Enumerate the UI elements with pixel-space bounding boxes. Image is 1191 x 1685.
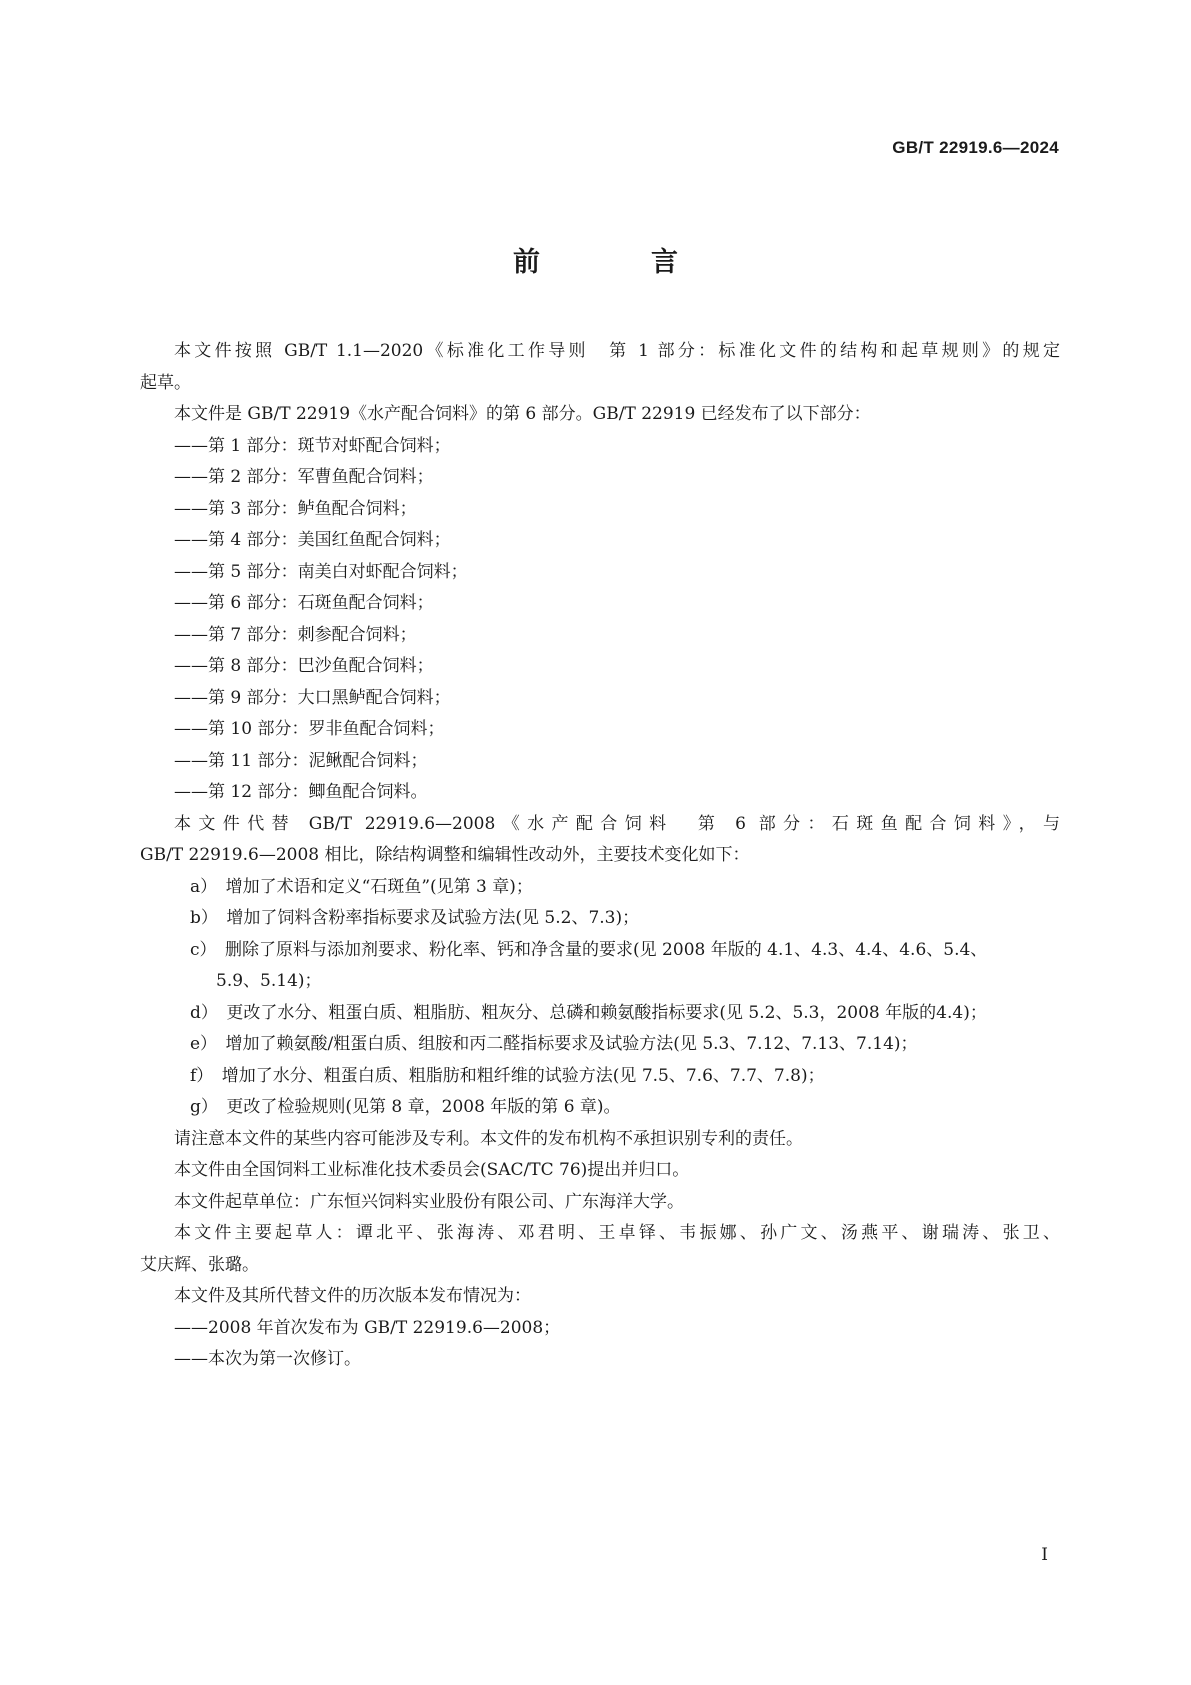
paragraph-line: 本文件主要起草人：谭北平、张海涛、邓君明、王卓铎、韦振娜、孙广文、汤燕平、谢瑞涛、张卫、 — [174, 1223, 1060, 1243]
foreword-body — [140, 336, 1060, 1376]
change-item: e） 增加了赖氨酸/粗蛋白质、组胺和丙二醛指标要求及试验方法(见 5.3、7.12、7.13、7.14)； — [190, 1034, 918, 1054]
list-item: ——第 3 部分：鲈鱼配合饲料； — [174, 498, 417, 519]
paragraph-line: 本文件由全国饲料工业标准化技术委员会(SAC/TC 76)提出并归口。 — [174, 1160, 690, 1180]
change-item: g） 更改了检验规则(见第 8 章，2008 年版的第 6 章)。 — [190, 1097, 621, 1117]
page-title: 前 言 — [513, 247, 720, 278]
change-item: d） 更改了水分、粗蛋白质、粗脂肪、粗灰分、总磷和赖氨酸指标要求(见 5.2、5.3，2008 年版的4.4)； — [190, 1002, 987, 1023]
paragraph-line: 本文件及其所代替文件的历次版本发布情况为： — [174, 1286, 531, 1306]
paragraph-line: 艾庆辉、张璐。 — [140, 1254, 259, 1275]
change-item: b） 增加了饲料含粉率指标要求及试验方法(见 5.2、7.3)； — [190, 908, 640, 928]
paragraph-line: GB/T 22919.6—2008 相比，除结构调整和编辑性改动外，主要技术变化如下： — [140, 845, 750, 865]
history-item: ——本次为第一次修订。 — [174, 1349, 361, 1369]
paragraph-line: 请注意本文件的某些内容可能涉及专利。本文件的发布机构不承担识别专利的责任。 — [174, 1128, 803, 1149]
change-item: f） 增加了水分、粗蛋白质、粗脂肪和粗纤维的试验方法(见 7.5、7.6、7.7、7.8)； — [190, 1065, 825, 1086]
page-number: I — [1041, 1545, 1048, 1565]
list-item: ——第 10 部分：罗非鱼配合饲料； — [174, 719, 445, 739]
paragraph-line: 本文件按照 GB/T 1.1—2020《标准化工作导则 第 1 部分：标准化文件的结构和起草规则》的规定 — [174, 341, 1060, 361]
standard-code: GB/T 22919.6—2024 — [892, 138, 1059, 157]
paragraph-line: 本文件是 GB/T 22919《水产配合饲料》的第 6 部分。GB/T 22919 已经发布了以下部分： — [174, 404, 871, 424]
list-item: ——第 12 部分：鲫鱼配合饲料。 — [174, 782, 428, 802]
change-item-continued: 5.9、5.14)； — [216, 971, 322, 991]
list-item: ——第 1 部分：斑节对虾配合饲料； — [174, 435, 451, 456]
list-item: ——第 2 部分：军曹鱼配合饲料； — [174, 467, 434, 487]
list-item: ——第 6 部分：石斑鱼配合饲料； — [174, 593, 434, 613]
paragraph-line: 起草。 — [140, 372, 191, 393]
list-item: ——第 7 部分：刺参配合饲料； — [174, 624, 417, 645]
list-item: ——第 5 部分：南美白对虾配合饲料； — [174, 561, 468, 582]
change-item: a） 增加了术语和定义“石斑鱼”(见第 3 章)； — [190, 876, 533, 897]
list-item: ——第 11 部分：泥鳅配合饲料； — [174, 750, 428, 771]
list-item: ——第 4 部分：美国红鱼配合饲料； — [174, 530, 451, 550]
list-item: ——第 9 部分：大口黑鲈配合饲料； — [174, 687, 451, 708]
history-item: ——2008 年首次发布为 GB/T 22919.6—2008； — [174, 1317, 561, 1338]
paragraph-line: 本文件起草单位：广东恒兴饲料实业股份有限公司、广东海洋大学。 — [174, 1191, 684, 1212]
list-item: ——第 8 部分：巴沙鱼配合饲料； — [174, 656, 434, 676]
paragraph-line: 本文件代替 GB/T 22919.6—2008《水产配合饲料 第 6 部分：石斑鱼配合饲料》，与 — [174, 813, 1060, 834]
change-item: c） 删除了原料与添加剂要求、粉化率、钙和净含量的要求(见 2008 年版的 4.1、4.3、4.4、4.6、5.4、 — [190, 939, 988, 960]
